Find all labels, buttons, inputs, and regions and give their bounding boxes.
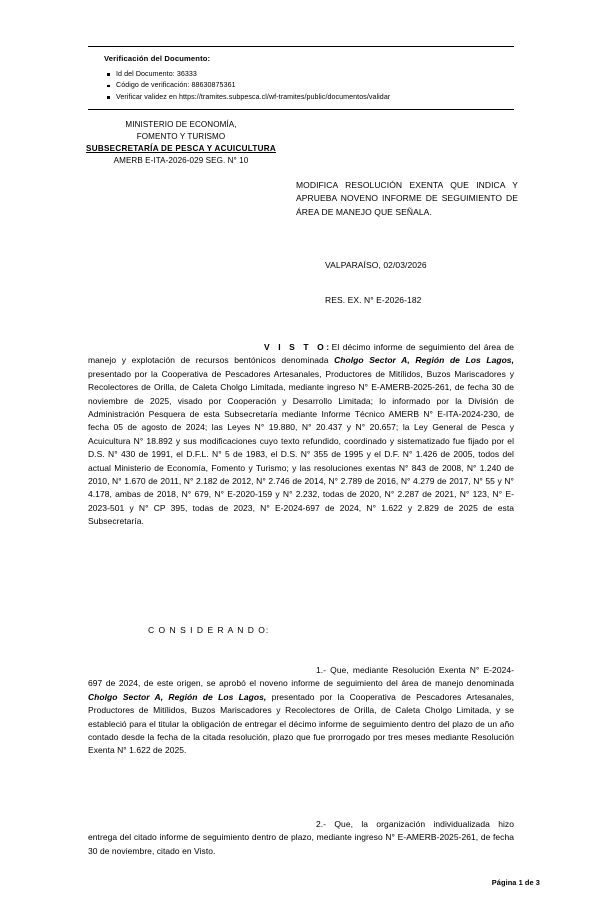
- verification-list: [88, 69, 514, 103]
- visto-label: V I S T O:: [264, 342, 332, 352]
- visto-text-part-2: presentado por la Cooperativa de Pescadores Artesanales, Productores de Mitílidos, Buzos Mariscadores y Recolectores de Orilla, de Caleta Cholgo Limitada, mediante ingreso N° E-AMERB-2025-261, de fecha 30 de noviembre de 2025, visado por Cooperación y Desarrollo Limitada; lo informado por la División de Administración Pesquera de esta Subsecretaría mediante Informe Técnico AMERB N° E-ITA-2024-230, de fecha 05 de agosto de 2024; las Leyes N° 19.880, N° 20.437 y N° 20.657; la Ley General de Pesca y Acuicultura N° 18.892 y sus modificaciones cuyo texto refundido, coordinado y sistematizado fue fijado por el D.S. N° 430 de 1991, el D.F.L. N° 5 de 1983, el D.S. N° 355 de 1995 y el D.F. N° 1.426 de 2005, todos del actual Ministerio de Economía, Fomento y Turismo; y las resoluciones exentas N° 843 de 2008, N° 1.240 de 2010, N° 1.670 de 2011, N° 2.182 de 2012, N° 2.746 de 2014, N° 2.789 de 2016, N° 4.279 de 2017, N° 55 y N° 4.178, ambas de 2018, N° 679, N° E-2020-159 y N° 2.232, todas de 2020, N° 2.287 de 2021, N° 123, N° E-2023-501 y N° CP 395, todas de 2023, N° E-2024-697 de 2024, N° 1.622 y 2.829 de 2025 de esta Subsecretaría.: [88, 368, 514, 527]
- considerando-heading: C O N S I D E R A N D O:: [148, 625, 270, 635]
- verification-item-validation-url: Verificar validez en https://tramites.subpesca.cl/wf-tramites/public/documentos/validar: [116, 92, 514, 103]
- ministry-line-1: MINISTERIO DE ECONOMÍA,: [125, 120, 237, 129]
- resolution-subject-title: MODIFICA RESOLUCIÓN EXENTA QUE INDICA Y APRUEBA NOVENO INFORME DE SEGUIMIENTO DE ÁREA DE MANEJO QUE SEÑALA.: [296, 180, 518, 217]
- ministry-line-2: FOMENTO Y TURISMO: [136, 131, 226, 141]
- verification-title: Verificación del Documento:: [104, 54, 211, 63]
- visto-text-part-1: El décimo informe de seguimiento del área de manejo y explotación de recursos bentónicos denominada: [88, 342, 515, 366]
- resolution-number: RES. EX. N° E-2026-182: [325, 295, 422, 305]
- letterhead: [36, 119, 326, 166]
- place-and-date: VALPARAÍSO, 02/03/2026: [325, 260, 427, 270]
- cons-2-text: 2.- Que, la organización individualizada hizo entrega del citado informe de seguimiento dentro de plazo, mediante ingreso N° E-AMERB-2025-261, de fecha 30 de noviembre, citado en Visto.: [88, 819, 514, 856]
- amerb-file-code: AMERB E-ITA-2026-029 SEG. N° 10: [113, 155, 249, 165]
- visto-paragraph: [88, 341, 514, 529]
- cons-1-area-name: Cholgo Sector A, Región de Los Lagos,: [88, 691, 267, 702]
- visto-area-name: Cholgo Sector A, Región de Los Lagos,: [334, 355, 514, 366]
- considerando-item-1: [88, 664, 514, 758]
- subsecretaria-heading: SUBSECRETARÍA DE PESCA Y ACUICULTURA: [86, 143, 276, 153]
- considerando-item-2: [88, 818, 514, 858]
- document-verification-box: [88, 46, 514, 110]
- page-number: Página 1 de 3: [491, 878, 540, 887]
- cons-1-text-part-2: presentado por la Cooperativa de Pescadores Artesanales, Productores de Mitílidos, Buzos Mariscadores y Recolectores de Orilla, de Caleta Cholgo Limitada, y se estableció para el titular la obligación de entregar el décimo informe de seguimiento dentro del plazo de un año contado desde la fecha de la citada resolución, plazo que fue prorrogado por tres meses mediante Resolución Exenta N° 1.622 de 2025.: [88, 691, 514, 756]
- cons-1-text-part-1: 1.- Que, mediante Resolución Exenta N° E-2024-697 de 2024, de este origen, se aprobó el noveno informe de seguimiento del área de manejo denominada: [88, 665, 514, 689]
- verification-item-document-id: Id del Documento: 36333: [116, 69, 514, 80]
- verification-item-verification-code: Código de verificación: 88630875361: [116, 80, 514, 91]
